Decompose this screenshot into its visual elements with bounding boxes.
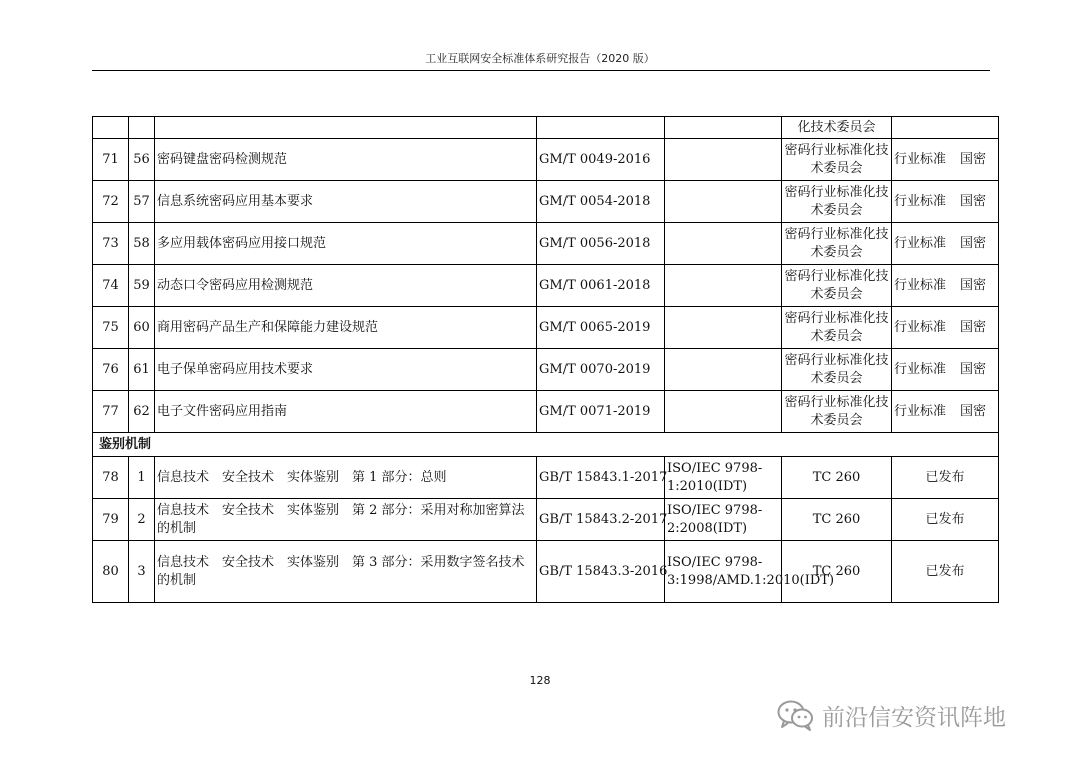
intl-standard <box>665 139 782 181</box>
standard-name: 多应用载体密码应用接口规范 <box>155 223 537 265</box>
sub-number: 57 <box>129 181 155 223</box>
intl-standard: ISO/IEC 9798-3:1998/AMD.1:2010(IDT) <box>665 541 782 603</box>
row-number: 73 <box>93 223 129 265</box>
table-row <box>93 349 999 391</box>
standard-name: 信息系统密码应用基本要求 <box>155 181 537 223</box>
standard-name: 密码键盘密码检测规范 <box>155 139 537 181</box>
sub-number: 58 <box>129 223 155 265</box>
standard-name: 信息技术 安全技术 实体鉴别 第 3 部分：采用数字签名技术的机制 <box>155 541 537 603</box>
row-number: 78 <box>93 457 129 499</box>
standard-name: 电子文件密码应用指南 <box>155 391 537 433</box>
sub-number: 1 <box>129 457 155 499</box>
table-row <box>93 499 999 541</box>
classification-type: 行业标准 <box>894 361 947 377</box>
standard-code: GM/T 0065-2019 <box>537 307 665 349</box>
sub-number: 62 <box>129 391 155 433</box>
standard-code: GM/T 0070-2019 <box>537 349 665 391</box>
intl-standard: ISO/IEC 9798-2:2008(IDT) <box>665 499 782 541</box>
ministry-cell: 密码行业标准化技术委员会 <box>782 265 892 307</box>
classification-cell <box>892 349 999 391</box>
ministry-cell: TC 260 <box>782 499 892 541</box>
status-cell: 已发布 <box>892 499 999 541</box>
classification-domain: 国密 <box>960 277 987 293</box>
ministry-cell: 密码行业标准化技术委员会 <box>782 349 892 391</box>
status-cell: 已发布 <box>892 457 999 499</box>
standards-table <box>92 116 999 603</box>
sub-number: 56 <box>129 139 155 181</box>
row-number: 76 <box>93 349 129 391</box>
classification-type: 行业标准 <box>894 193 947 209</box>
sub-number: 3 <box>129 541 155 603</box>
standard-code: GM/T 0056-2018 <box>537 223 665 265</box>
classification-type: 行业标准 <box>894 319 947 335</box>
sub-number: 59 <box>129 265 155 307</box>
standard-name: 商用密码产品生产和保障能力建设规范 <box>155 307 537 349</box>
standard-name: 信息技术 安全技术 实体鉴别 第 1 部分：总则 <box>155 457 537 499</box>
classification-cell <box>892 223 999 265</box>
table-row <box>93 307 999 349</box>
classification-type: 行业标准 <box>894 403 947 419</box>
classification-domain: 国密 <box>960 193 987 209</box>
row-number: 77 <box>93 391 129 433</box>
ministry-cell: 密码行业标准化技术委员会 <box>782 307 892 349</box>
standard-code: GM/T 0071-2019 <box>537 391 665 433</box>
table-row <box>93 391 999 433</box>
intl-standard <box>665 391 782 433</box>
intl-standard <box>665 307 782 349</box>
classification-cell <box>892 391 999 433</box>
running-header: 工业互联网安全标准体系研究报告（2020 版） <box>425 52 655 65</box>
row-number: 71 <box>93 139 129 181</box>
intl-standard <box>665 223 782 265</box>
classification-cell <box>892 181 999 223</box>
table-row <box>93 223 999 265</box>
standard-code: GM/T 0061-2018 <box>537 265 665 307</box>
classification-domain: 国密 <box>960 319 987 335</box>
ministry-cell: 密码行业标准化技术委员会 <box>782 139 892 181</box>
row-number: 79 <box>93 499 129 541</box>
standard-name: 动态口令密码应用检测规范 <box>155 265 537 307</box>
standard-code: GB/T 15843.1-2017 <box>537 457 665 499</box>
ministry-cell: 密码行业标准化技术委员会 <box>782 391 892 433</box>
standard-code: GB/T 15843.2-2017 <box>537 499 665 541</box>
section-heading: 鉴别机制 <box>93 433 999 457</box>
classification-domain: 国密 <box>960 361 987 377</box>
watermark <box>776 695 1006 735</box>
sub-number: 61 <box>129 349 155 391</box>
classification-type: 行业标准 <box>894 151 947 167</box>
ministry-cell: TC 260 <box>782 541 892 603</box>
standard-name: 信息技术 安全技术 实体鉴别 第 2 部分：采用对称加密算法的机制 <box>155 499 537 541</box>
sub-number: 60 <box>129 307 155 349</box>
row-number: 72 <box>93 181 129 223</box>
classification-cell <box>892 307 999 349</box>
watermark-text: 前沿信安资讯阵地 <box>822 704 1006 731</box>
page-number: 128 <box>529 674 551 687</box>
ministry-cell: TC 260 <box>782 457 892 499</box>
sub-number: 2 <box>129 499 155 541</box>
intl-standard <box>665 349 782 391</box>
intl-standard <box>665 265 782 307</box>
table-row <box>93 181 999 223</box>
intl-standard <box>665 181 782 223</box>
classification-domain: 国密 <box>960 235 987 251</box>
classification-cell <box>892 139 999 181</box>
classification-type: 行业标准 <box>894 277 947 293</box>
standard-code: GB/T 15843.3-2016 <box>537 541 665 603</box>
table-row <box>93 139 999 181</box>
table-row-continued <box>93 117 999 139</box>
classification-domain: 国密 <box>960 403 987 419</box>
status-cell: 已发布 <box>892 541 999 603</box>
intl-standard: ISO/IEC 9798-1:2010(IDT) <box>665 457 782 499</box>
ministry-cell: 密码行业标准化技术委员会 <box>782 181 892 223</box>
classification-cell <box>892 265 999 307</box>
row-number: 74 <box>93 265 129 307</box>
table-row <box>93 541 999 603</box>
table-row <box>93 457 999 499</box>
classification-domain: 国密 <box>960 151 987 167</box>
ministry-cell: 化技术委员会 <box>782 117 892 139</box>
classification-type: 行业标准 <box>894 235 947 251</box>
standard-code: GM/T 0049-2016 <box>537 139 665 181</box>
ministry-cell: 密码行业标准化技术委员会 <box>782 223 892 265</box>
header-rule <box>92 70 990 71</box>
row-number: 80 <box>93 541 129 603</box>
section-row <box>93 433 999 457</box>
wechat-icon <box>776 698 816 732</box>
row-number: 75 <box>93 307 129 349</box>
table-row <box>93 265 999 307</box>
standard-code: GM/T 0054-2018 <box>537 181 665 223</box>
standard-name: 电子保单密码应用技术要求 <box>155 349 537 391</box>
